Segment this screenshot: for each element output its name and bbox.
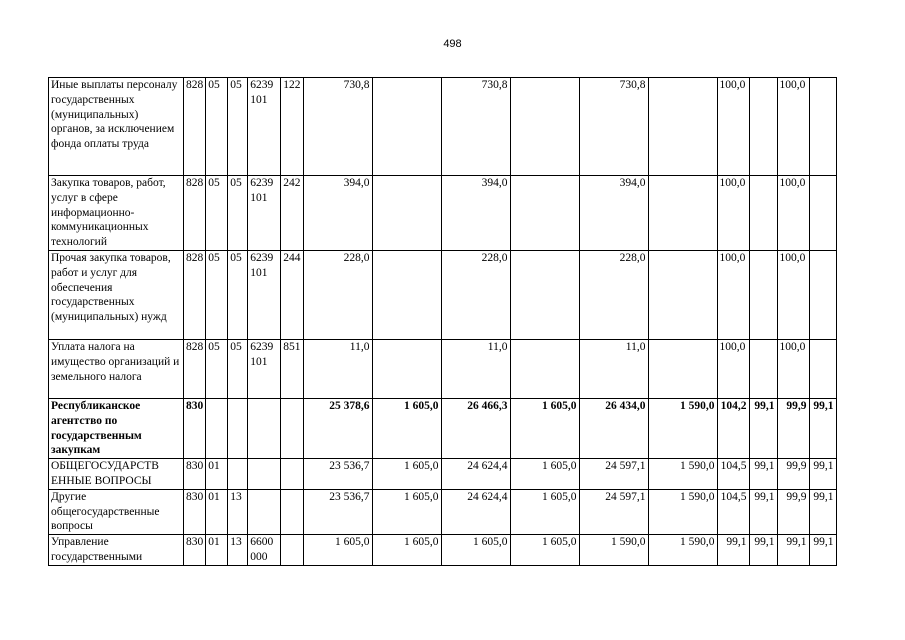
section-code-cell: 01 [206, 489, 228, 534]
percent-cell-2: 99,1 [749, 459, 777, 490]
table-row [49, 78, 837, 176]
percent-cell-1: 104,2 [717, 398, 749, 458]
amount-cell-5: 24 597,1 [579, 459, 648, 490]
table-row [49, 489, 837, 534]
percent-cell-2: 99,1 [749, 398, 777, 458]
percent-cell-2 [749, 339, 777, 398]
target-article-cell: 6239 101 [248, 176, 281, 251]
ved-code-cell: 828 [184, 176, 206, 251]
ved-code-cell: 830 [184, 535, 206, 566]
percent-cell-3: 99,1 [777, 535, 809, 566]
target-article-cell: 6239 101 [248, 78, 281, 176]
amount-cell-1: 23 536,7 [303, 459, 372, 490]
table-row [49, 459, 837, 490]
percent-cell-4 [809, 78, 836, 176]
target-article-cell [248, 459, 281, 490]
percent-cell-4 [809, 176, 836, 251]
target-article-cell: 6239 101 [248, 339, 281, 398]
percent-cell-4: 99,1 [809, 398, 836, 458]
percent-cell-4: 99,1 [809, 459, 836, 490]
amount-cell-1: 1 605,0 [303, 535, 372, 566]
percent-cell-1: 104,5 [717, 489, 749, 534]
expense-type-cell: 851 [281, 339, 303, 398]
amount-cell-5: 26 434,0 [579, 398, 648, 458]
percent-cell-3: 100,0 [777, 176, 809, 251]
amount-cell-2 [372, 78, 441, 176]
row-name-cell: Прочая закупка товаров, работ и услуг для обеспечения государственных (муниципальных) нужд [49, 250, 184, 339]
section-code-cell: 01 [206, 459, 228, 490]
table-row [49, 176, 837, 251]
row-name-cell: Другие общегосударственные вопросы [49, 489, 184, 534]
amount-cell-1: 394,0 [303, 176, 372, 251]
ved-code-cell: 828 [184, 339, 206, 398]
expense-type-cell [281, 489, 303, 534]
percent-cell-1: 100,0 [717, 250, 749, 339]
subsection-code-cell [228, 398, 248, 458]
row-name-cell: ОБЩЕГОСУДАРСТВ ЕННЫЕ ВОПРОСЫ [49, 459, 184, 490]
percent-cell-3: 100,0 [777, 339, 809, 398]
percent-cell-1: 104,5 [717, 459, 749, 490]
amount-cell-6 [648, 78, 717, 176]
amount-cell-5: 1 590,0 [579, 535, 648, 566]
section-code-cell [206, 398, 228, 458]
percent-cell-2 [749, 78, 777, 176]
table-row [49, 398, 837, 458]
ved-code-cell: 828 [184, 250, 206, 339]
percent-cell-1: 100,0 [717, 339, 749, 398]
amount-cell-3: 26 466,3 [441, 398, 510, 458]
ved-code-cell: 830 [184, 489, 206, 534]
amount-cell-2: 1 605,0 [372, 459, 441, 490]
target-article-cell: 6239 101 [248, 250, 281, 339]
amount-cell-3: 24 624,4 [441, 459, 510, 490]
row-name-cell: Уплата налога на имущество организаций и земельного налога [49, 339, 184, 398]
amount-cell-5: 394,0 [579, 176, 648, 251]
amount-cell-2: 1 605,0 [372, 398, 441, 458]
expense-type-cell [281, 398, 303, 458]
percent-cell-4 [809, 250, 836, 339]
section-code-cell: 05 [206, 78, 228, 176]
amount-cell-3: 11,0 [441, 339, 510, 398]
amount-cell-3: 730,8 [441, 78, 510, 176]
percent-cell-3: 100,0 [777, 78, 809, 176]
amount-cell-1: 23 536,7 [303, 489, 372, 534]
table-row [49, 339, 837, 398]
percent-cell-2: 99,1 [749, 535, 777, 566]
percent-cell-1: 100,0 [717, 176, 749, 251]
amount-cell-5: 228,0 [579, 250, 648, 339]
ved-code-cell: 828 [184, 78, 206, 176]
row-name-cell: Иные выплаты персоналу государственных (муниципальных) органов, за исключением фонда оплаты труда [49, 78, 184, 176]
amount-cell-4 [510, 176, 579, 251]
subsection-code-cell [228, 459, 248, 490]
amount-cell-1: 25 378,6 [303, 398, 372, 458]
amount-cell-6: 1 590,0 [648, 459, 717, 490]
amount-cell-4: 1 605,0 [510, 459, 579, 490]
amount-cell-1: 228,0 [303, 250, 372, 339]
amount-cell-3: 1 605,0 [441, 535, 510, 566]
subsection-code-cell: 13 [228, 535, 248, 566]
expense-type-cell [281, 535, 303, 566]
table-body [49, 78, 837, 566]
subsection-code-cell: 05 [228, 78, 248, 176]
page-number: 498 [443, 38, 462, 50]
amount-cell-5: 11,0 [579, 339, 648, 398]
amount-cell-6: 1 590,0 [648, 489, 717, 534]
percent-cell-3: 99,9 [777, 459, 809, 490]
percent-cell-2 [749, 176, 777, 251]
expense-type-cell: 122 [281, 78, 303, 176]
amount-cell-2 [372, 339, 441, 398]
amount-cell-6 [648, 250, 717, 339]
subsection-code-cell: 13 [228, 489, 248, 534]
amount-cell-2: 1 605,0 [372, 535, 441, 566]
percent-cell-4: 99,1 [809, 489, 836, 534]
table-row [49, 535, 837, 566]
table-row [49, 250, 837, 339]
percent-cell-1: 99,1 [717, 535, 749, 566]
subsection-code-cell: 05 [228, 250, 248, 339]
subsection-code-cell: 05 [228, 339, 248, 398]
ved-code-cell: 830 [184, 398, 206, 458]
target-article-cell [248, 489, 281, 534]
amount-cell-3: 24 624,4 [441, 489, 510, 534]
percent-cell-3: 100,0 [777, 250, 809, 339]
row-name-cell: Управление государственными [49, 535, 184, 566]
section-code-cell: 05 [206, 176, 228, 251]
amount-cell-3: 394,0 [441, 176, 510, 251]
target-article-cell: 6600 000 [248, 535, 281, 566]
amount-cell-2 [372, 250, 441, 339]
amount-cell-4: 1 605,0 [510, 535, 579, 566]
row-name-cell: Закупка товаров, работ, услуг в сфере информационно-коммуникационных технологий [49, 176, 184, 251]
amount-cell-6: 1 590,0 [648, 535, 717, 566]
expense-type-cell: 244 [281, 250, 303, 339]
amount-cell-1: 11,0 [303, 339, 372, 398]
expense-type-cell: 242 [281, 176, 303, 251]
amount-cell-4: 1 605,0 [510, 398, 579, 458]
percent-cell-4: 99,1 [809, 535, 836, 566]
row-name-cell: Республиканское агентство по государственным закупкам [49, 398, 184, 458]
budget-table [48, 77, 837, 566]
section-code-cell: 01 [206, 535, 228, 566]
percent-cell-2: 99,1 [749, 489, 777, 534]
amount-cell-4: 1 605,0 [510, 489, 579, 534]
section-code-cell: 05 [206, 339, 228, 398]
amount-cell-4 [510, 250, 579, 339]
amount-cell-5: 730,8 [579, 78, 648, 176]
amount-cell-3: 228,0 [441, 250, 510, 339]
target-article-cell [248, 398, 281, 458]
percent-cell-3: 99,9 [777, 489, 809, 534]
amount-cell-2: 1 605,0 [372, 489, 441, 534]
amount-cell-2 [372, 176, 441, 251]
amount-cell-4 [510, 339, 579, 398]
amount-cell-5: 24 597,1 [579, 489, 648, 534]
amount-cell-6 [648, 176, 717, 251]
amount-cell-6 [648, 339, 717, 398]
amount-cell-1: 730,8 [303, 78, 372, 176]
section-code-cell: 05 [206, 250, 228, 339]
percent-cell-2 [749, 250, 777, 339]
percent-cell-4 [809, 339, 836, 398]
ved-code-cell: 830 [184, 459, 206, 490]
percent-cell-1: 100,0 [717, 78, 749, 176]
expense-type-cell [281, 459, 303, 490]
percent-cell-3: 99,9 [777, 398, 809, 458]
amount-cell-6: 1 590,0 [648, 398, 717, 458]
amount-cell-4 [510, 78, 579, 176]
subsection-code-cell: 05 [228, 176, 248, 251]
